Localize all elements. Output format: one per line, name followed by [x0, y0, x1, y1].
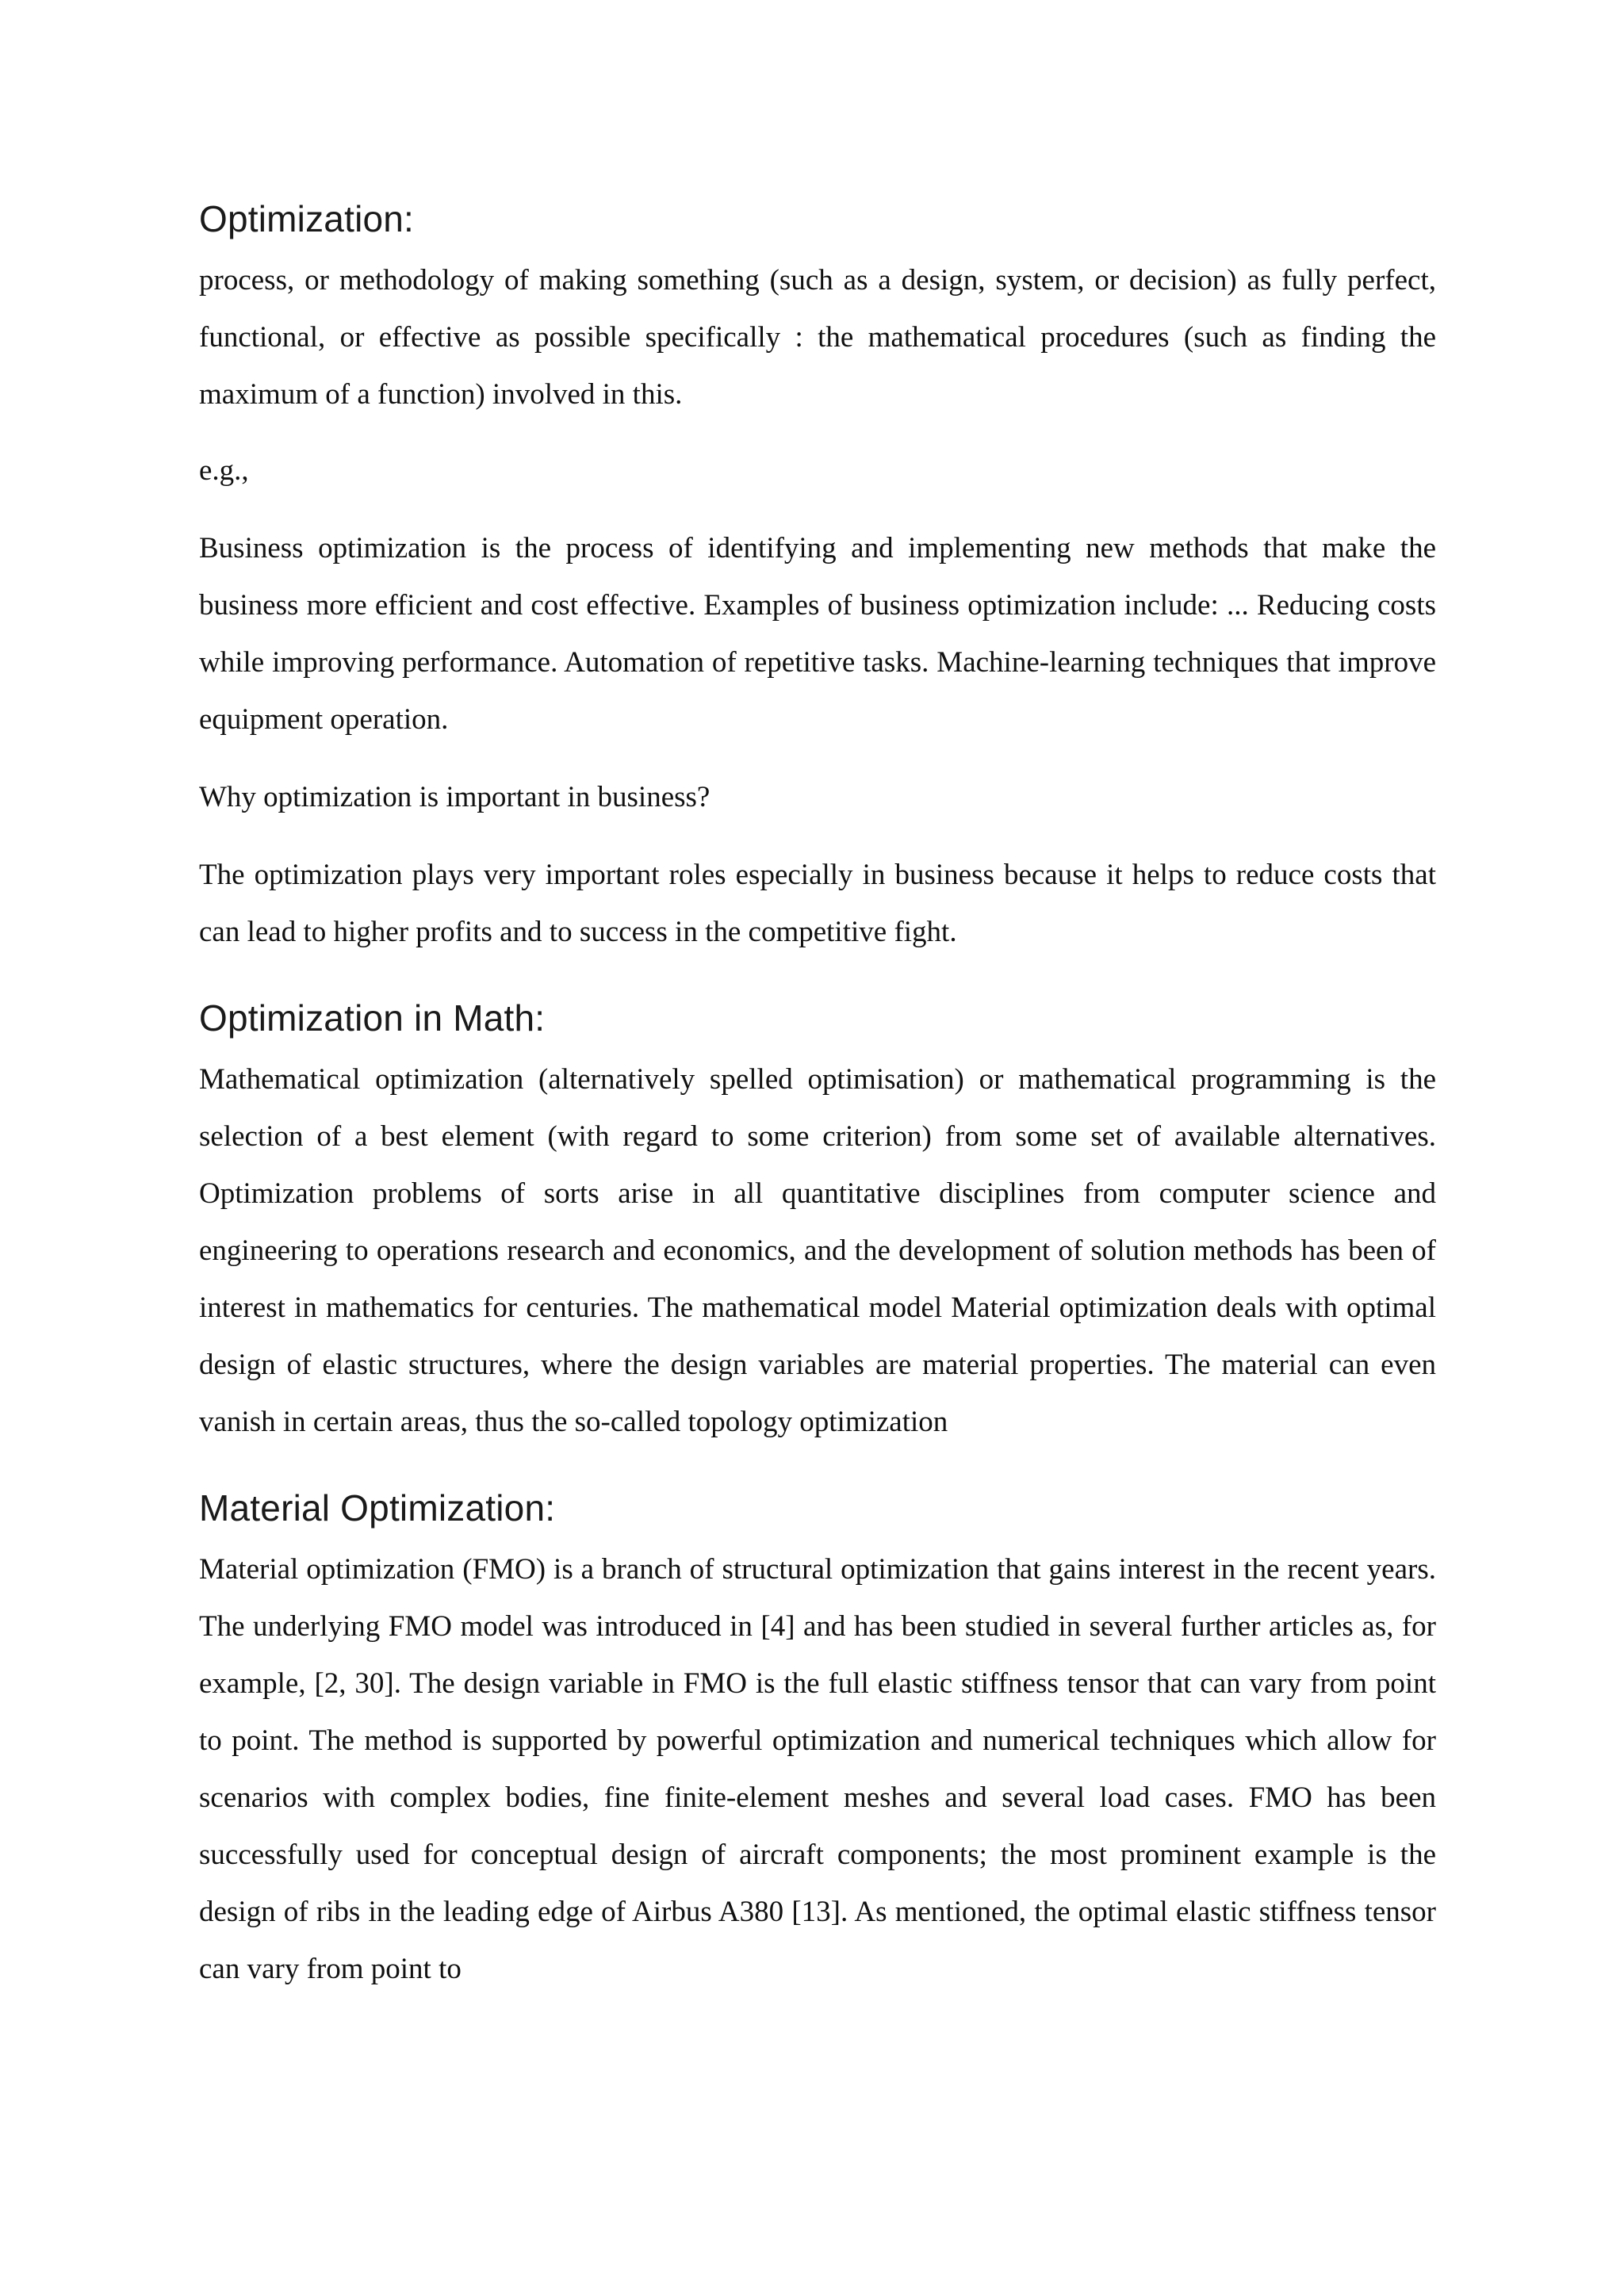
document-body — [199, 195, 1436, 1998]
heading-material-optimization: Material Optimization: — [199, 1487, 556, 1529]
heading-optimization: Optimization: — [199, 198, 415, 239]
paragraph-example-label: e.g., — [199, 454, 249, 487]
paragraph-question: Why optimization is important in business? — [199, 781, 710, 813]
heading-optimization-in-math: Optimization in Math: — [199, 997, 546, 1039]
paragraph-math-optimization: Mathematical optimization (alternatively spelled optimisation) or mathematical programming is the selection of a best element (with regard to some criterion) from some set of available alternatives. Optimization problems of sorts arise in all quantitative disciplines from computer science and engineering to operations research and economics, and the development of solution methods has been of interest in mathematics for centuries. The mathematical model Material optimization deals with optimal design of elastic structures, where the design variables are material properties. The material can even vanish in certain areas, thus the so-called topology optimization — [199, 1063, 1436, 1438]
paragraph-material-optimization: Material optimization (FMO) is a branch of structural optimization that gains interest in the recent years. The underlying FMO model was introduced in [4] and has been studied in several further articles as, for example, [2, 30]. The design variable in FMO is the full elastic stiffness tensor that can vary from point to point. The method is supported by powerful optimization and numerical techniques which allow for scenarios with complex bodies, fine finite-element meshes and several load cases. FMO has been successfully used for conceptual design of aircraft components; the most prominent example is the design of ribs in the leading edge of Airbus A380 [13]. As mentioned, the optimal elastic stiffness tensor can vary from point to — [199, 1553, 1436, 1985]
paragraph-business-optimization: Business optimization is the process of identifying and implementing new methods that make the business more efficient and cost effective. Examples of business optimization include: ... Reducing costs while improving performance. Automation of repetitive tasks. Machine-learning techniques that improve equipment operation. — [199, 532, 1436, 736]
paragraph-answer: The optimization plays very important roles especially in business because it helps to reduce costs that can lead to higher profits and to success in the competitive fight. — [199, 859, 1436, 948]
paragraph-optimization-definition: process, or methodology of making something (such as a design, system, or decision) as fully perfect, functional, or effective as possible specifically : the mathematical procedures (such as finding the maximum of a function) involved in this. — [199, 264, 1436, 411]
